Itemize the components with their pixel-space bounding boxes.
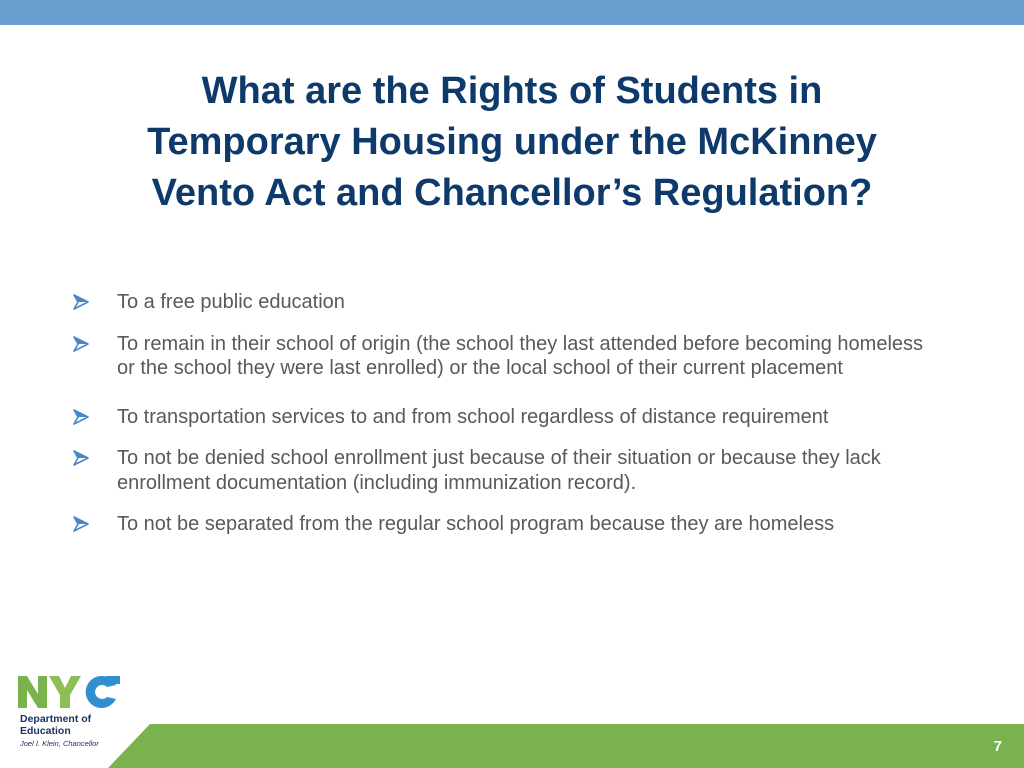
- rights-bullet-list: [70, 290, 930, 537]
- title-line: Vento Act and Chancellor’s Regulation?: [151, 172, 873, 214]
- logo-department-text: Department of: [20, 713, 92, 725]
- bullet-item: [70, 290, 930, 315]
- arrow-bullet-icon: [72, 515, 90, 533]
- arrow-bullet-icon: [72, 449, 90, 467]
- page-number: 7: [993, 738, 1002, 755]
- bullet-text: To remain in their school of origin (the school they last attended before becoming homeless or the school they were last enrolled) or the local school of their current placement: [117, 332, 924, 379]
- title-line: What are the Rights of Students in: [201, 70, 823, 112]
- title-line: Temporary Housing under the McKinney: [147, 121, 877, 163]
- arrow-bullet-icon: [72, 408, 90, 426]
- bullet-item: [70, 332, 930, 381]
- bullet-item: [70, 405, 930, 430]
- bullet-text: To a free public education: [117, 291, 345, 313]
- bullet-text: To not be denied school enrollment just because of their situation or because they lack enrollment documentation (including immunization record).: [117, 447, 881, 494]
- bullet-item: [70, 512, 930, 537]
- top-accent-bar: [0, 0, 1024, 25]
- bullet-item: [70, 446, 930, 495]
- logo-education-text: Education: [20, 725, 71, 737]
- nyc-doe-logo: [18, 674, 128, 754]
- logo-chancellor-text: Joel I. Klein, Chancellor: [20, 739, 99, 748]
- arrow-bullet-icon: [72, 335, 90, 353]
- footer-green-bar: [0, 724, 1024, 768]
- arrow-bullet-icon: [72, 293, 90, 311]
- bullet-text: To not be separated from the regular school program because they are homeless: [117, 513, 835, 535]
- bullet-text: To transportation services to and from school regardless of distance requirement: [117, 405, 829, 428]
- slide-title: [60, 66, 964, 219]
- nyc-logo-mark: [18, 674, 120, 710]
